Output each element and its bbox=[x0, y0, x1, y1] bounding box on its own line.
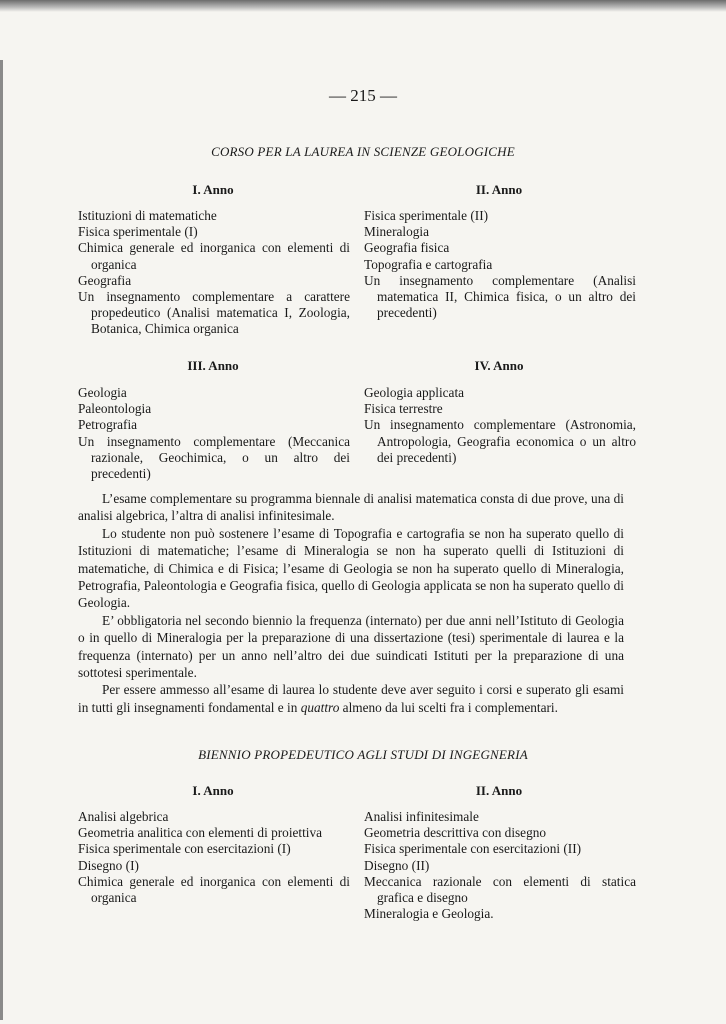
regulations-text bbox=[78, 490, 624, 716]
text: almeno da lui scelti fra i complementari. bbox=[339, 699, 558, 715]
course-item: Chimica generale ed inorganica con elementi di organica bbox=[78, 240, 350, 272]
course-item: Geometria descrittiva con disegno bbox=[364, 825, 547, 841]
course-list bbox=[364, 385, 636, 466]
course-list bbox=[78, 385, 350, 482]
course-item: Mineralogia bbox=[364, 224, 429, 240]
course-item: Geografia bbox=[78, 272, 132, 288]
course-item: Fisica terrestre bbox=[364, 401, 443, 417]
year-heading: I. Anno bbox=[192, 783, 234, 798]
course-list bbox=[364, 809, 636, 922]
course-item: Fisica sperimentale con esercitazioni (I) bbox=[78, 841, 291, 857]
course-list bbox=[364, 208, 636, 321]
year-heading: III. Anno bbox=[187, 358, 239, 373]
course-list bbox=[78, 809, 350, 906]
paragraph bbox=[78, 681, 624, 716]
course-item: Disegno (II) bbox=[364, 857, 430, 873]
year-heading: II. Anno bbox=[475, 783, 523, 798]
course-item: Istituzioni di matematiche bbox=[78, 208, 217, 223]
course-item: Fisica sperimentale con esercitazioni (II) bbox=[364, 841, 582, 857]
course-item: Un insegnamento complementare (Meccanica razionale, Geochimica, o un altro dei precedenti) bbox=[78, 433, 350, 482]
course-item: Un insegnamento complementare (Analisi matematica II, Chimica fisica, o un altro dei precedenti) bbox=[364, 272, 636, 321]
paragraph: Lo studente non può sostenere l’esame di Topografia e cartografia se non ha superato quello di Istituzioni di matematiche; l’esame di Mineralogia se non ha superato quelli di Istituzioni di matematiche, di Chimica e di Fisica; l’esame di Geologia se non ha superato quello di Mineralogia, Petrografia, Paleontologia e Geografia fisica, quello di Geologia applicata se non ha superato quello di Geologia. bbox=[78, 525, 624, 611]
paragraph: E’ obbligatoria nel secondo biennio la frequenza (internato) per due anni nell’Istituto di Geologia o in quello di Mineralogia per la preparazione di una dissertazione (tesi) sperimentale di laurea e la frequenza (internato) per un anno nell’altro dei due suindicati Istituti per la preparazione di una sottotesi sperimentale. bbox=[78, 612, 624, 681]
section-title-ingegneria: BIENNIO PROPEDEUTICO AGLI STUDI DI INGEGNERIA bbox=[198, 747, 528, 762]
year-heading: II. Anno bbox=[475, 182, 523, 197]
year-heading: IV. Anno bbox=[474, 358, 524, 373]
text: Per essere ammesso all’esame di laurea lo studente deve aver seguito i corsi e superato gli esami in tutti gli insegnamenti fondamental e in bbox=[78, 682, 624, 715]
course-item: Un insegnamento complementare a carattere propedeutico (Analisi matematica I, Zoologia, Botanica, Chimica organica bbox=[78, 289, 350, 337]
course-item: Mineralogia e Geologia. bbox=[364, 906, 494, 922]
course-item: Disegno (I) bbox=[78, 857, 139, 873]
course-item: Fisica sperimentale (I) bbox=[78, 224, 198, 240]
year-heading: I. Anno bbox=[192, 182, 234, 197]
course-item: Topografia e cartografia bbox=[364, 256, 493, 272]
page-number: — 215 — bbox=[329, 86, 397, 105]
emphasis: quattro bbox=[300, 699, 340, 715]
course-item: Analisi algebrica bbox=[78, 809, 169, 824]
section-title-geologia: CORSO PER LA LAUREA IN SCIENZE GEOLOGICHE bbox=[211, 144, 515, 159]
course-item: Geometria analitica con elementi di proiettiva bbox=[78, 825, 323, 841]
course-list bbox=[78, 208, 350, 338]
course-item: Analisi infinitesimale bbox=[364, 809, 479, 824]
course-item: Chimica generale ed inorganica con elementi di organica bbox=[78, 873, 350, 906]
scan-left-edge bbox=[0, 60, 3, 1020]
course-item: Geologia bbox=[78, 385, 127, 400]
course-item: Fisica sperimentale (II) bbox=[364, 208, 489, 223]
course-item: Petrografia bbox=[78, 417, 138, 433]
scan-top-edge bbox=[0, 0, 726, 12]
course-item: Geologia applicata bbox=[364, 385, 465, 400]
course-item: Meccanica razionale con elementi di statica grafica e disegno bbox=[364, 873, 636, 906]
course-item: Paleontologia bbox=[78, 401, 152, 417]
course-item: Un insegnamento complementare (Astronomia, Antropologia, Geografia economica o un altro dei precedenti) bbox=[364, 417, 636, 465]
course-item: Geografia fisica bbox=[364, 240, 450, 256]
paragraph: L’esame complementare su programma biennale di analisi matematica consta di due prove, una di analisi algebrica, l’altra di analisi infinitesimale. bbox=[78, 491, 624, 524]
